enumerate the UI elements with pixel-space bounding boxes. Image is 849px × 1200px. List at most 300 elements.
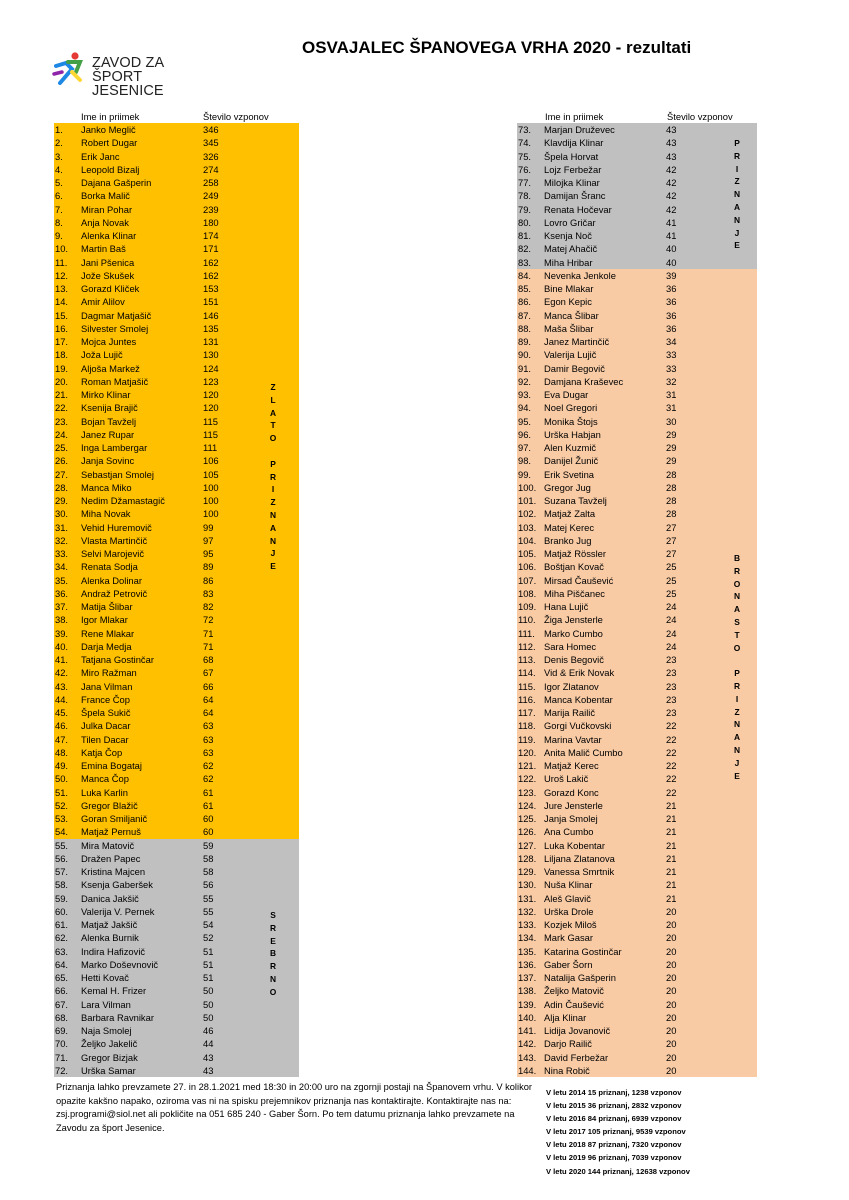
category-letter: Z	[734, 176, 740, 187]
result-name: Emina Bogataj	[81, 760, 142, 771]
result-rank: 116.	[518, 693, 536, 705]
result-count: 29	[666, 428, 677, 440]
result-rank: 70.	[55, 1038, 69, 1050]
category-letter: I	[271, 484, 275, 495]
category-letter: R	[733, 680, 741, 691]
result-count: 42	[666, 190, 677, 202]
result-rank: 2.	[55, 137, 63, 149]
category-letter: R	[733, 150, 741, 161]
result-row	[517, 799, 757, 812]
category-letter: P	[734, 138, 740, 148]
result-name: France Čop	[81, 693, 130, 705]
category-letter: N	[269, 535, 277, 546]
result-rank: 142.	[518, 1038, 537, 1050]
category-letter: Z	[734, 706, 740, 717]
result-row	[54, 680, 299, 693]
result-name: Julka Dacar	[81, 720, 131, 732]
result-count: 274	[203, 163, 219, 175]
category-letter: J	[270, 548, 276, 559]
result-row	[54, 269, 299, 282]
category-label-priznanje-silver	[727, 137, 747, 252]
result-count: 67	[203, 667, 214, 679]
result-name: Indira Hafizovič	[81, 945, 146, 957]
result-row	[517, 931, 757, 944]
history-item: V letu 2015 36 priznanj, 2832 vzponov	[546, 1101, 682, 1111]
result-count: 40	[666, 256, 677, 268]
result-name: Adin Čaušević	[544, 998, 604, 1010]
result-count: 42	[666, 163, 677, 175]
result-count: 249	[203, 190, 219, 202]
result-name: David Ferbežar	[544, 1051, 609, 1063]
result-name: Janja Sovinc	[81, 455, 135, 467]
result-row	[54, 878, 299, 891]
result-row	[517, 945, 757, 958]
result-rank: 76.	[518, 163, 532, 175]
result-count: 151	[203, 296, 219, 308]
result-rank: 85.	[518, 283, 532, 294]
result-count: 23	[666, 654, 677, 665]
history-item: V letu 2017 105 priznanj, 9539 vzponov	[546, 1127, 686, 1137]
result-rank: 17.	[55, 336, 69, 347]
result-count: 24	[666, 601, 677, 612]
result-rank: 91.	[518, 362, 532, 374]
result-rank: 53.	[55, 813, 69, 824]
result-count: 20	[666, 945, 677, 957]
result-row	[517, 123, 757, 136]
result-name: Vehid Huremovič	[81, 521, 152, 533]
category-letter: A	[733, 604, 741, 615]
result-row	[517, 680, 757, 693]
category-letter: A	[269, 522, 277, 533]
result-count: 111	[203, 442, 218, 453]
result-row	[54, 706, 299, 719]
result-name: Damijan Šranc	[544, 190, 606, 202]
result-row	[517, 984, 757, 997]
result-count: 20	[666, 1051, 677, 1063]
result-rank: 96.	[518, 428, 532, 440]
result-count: 28	[666, 481, 677, 493]
result-name: Dražen Papec	[81, 852, 141, 864]
result-rank: 112.	[518, 640, 536, 652]
result-row	[517, 521, 757, 534]
result-row	[54, 839, 299, 852]
result-row	[517, 163, 757, 176]
result-name: Luka Karlin	[81, 786, 128, 798]
category-letter: O	[269, 433, 277, 444]
result-rank: 40.	[55, 640, 69, 652]
result-row	[517, 176, 757, 189]
category-letter: S	[270, 910, 276, 920]
result-count: 58	[203, 866, 214, 877]
result-count: 54	[203, 919, 214, 930]
result-count: 146	[203, 309, 219, 321]
result-rank: 129.	[518, 866, 537, 877]
result-rank: 32.	[55, 534, 69, 546]
result-row	[54, 136, 299, 149]
result-count: 23	[666, 693, 677, 705]
result-rank: 105.	[518, 548, 537, 559]
result-row	[517, 189, 757, 202]
result-row	[517, 229, 757, 242]
result-rank: 111.	[518, 627, 535, 639]
result-row	[54, 772, 299, 785]
category-letter: L	[270, 394, 276, 405]
result-count: 59	[203, 839, 214, 851]
result-name: Matija Šlibar	[81, 601, 133, 612]
category-letter: R	[733, 565, 741, 576]
result-count: 22	[666, 786, 677, 798]
result-name: Natalija Gašperin	[544, 972, 616, 983]
result-count: 89	[203, 561, 214, 573]
result-rank: 103.	[518, 521, 537, 533]
result-row	[54, 733, 299, 746]
result-name: Matjaž Pernuš	[81, 826, 141, 838]
result-rank: 134.	[518, 932, 537, 944]
result-count: 25	[666, 587, 677, 599]
result-name: Nevenka Jenkole	[544, 269, 616, 281]
result-name: Rene Mlakar	[81, 627, 135, 639]
category-letter: E	[734, 770, 740, 781]
result-rank: 38.	[55, 614, 69, 626]
result-count: 72	[203, 614, 214, 626]
result-count: 28	[666, 495, 677, 506]
result-name: Martin Baš	[81, 243, 126, 255]
result-row	[517, 852, 757, 865]
result-count: 24	[666, 627, 677, 639]
result-row	[517, 481, 757, 494]
result-row	[517, 733, 757, 746]
result-count: 61	[203, 786, 214, 798]
result-rank: 52.	[55, 799, 69, 811]
result-rank: 5.	[55, 177, 63, 188]
result-row	[517, 865, 757, 878]
result-rank: 50.	[55, 773, 69, 785]
result-rank: 100.	[518, 481, 537, 493]
category-letter	[263, 445, 283, 458]
result-name: Dajana Gašperin	[81, 177, 152, 188]
result-row	[54, 203, 299, 216]
category-letter: N	[269, 973, 277, 984]
result-name: Maša Šlibar	[544, 322, 594, 334]
result-count: 21	[666, 839, 677, 851]
result-rank: 43.	[55, 680, 69, 692]
result-count: 27	[666, 521, 677, 533]
result-name: Ana Cumbo	[544, 826, 594, 838]
result-name: Vlasta Martinčič	[81, 534, 148, 546]
result-count: 50	[203, 985, 214, 997]
result-count: 43	[666, 150, 677, 162]
result-name: Manca Čop	[81, 773, 129, 785]
result-count: 21	[666, 892, 677, 904]
result-count: 63	[203, 746, 214, 758]
result-count: 33	[666, 349, 677, 361]
category-letter: A	[733, 732, 741, 743]
history-item: V letu 2016 84 priznanj, 6939 vzponov	[546, 1114, 682, 1124]
result-count: 97	[203, 534, 214, 546]
result-count: 99	[203, 521, 214, 533]
result-rank: 63.	[55, 945, 69, 957]
result-name: Marko Cumbo	[544, 627, 603, 639]
result-row	[54, 759, 299, 772]
result-row	[517, 812, 757, 825]
result-row	[517, 587, 757, 600]
result-count: 71	[203, 640, 214, 652]
result-row	[517, 534, 757, 547]
result-name: Valerija Lujič	[544, 349, 597, 361]
result-row	[54, 229, 299, 242]
result-count: 64	[203, 707, 214, 718]
result-rank: 47.	[55, 733, 69, 745]
result-row	[517, 547, 757, 560]
result-row	[54, 362, 299, 375]
result-rank: 6.	[55, 190, 63, 202]
result-row	[517, 839, 757, 852]
result-count: 21	[666, 826, 677, 838]
result-rank: 27.	[55, 468, 69, 480]
result-row	[54, 242, 299, 255]
result-row	[54, 666, 299, 679]
result-count: 63	[203, 733, 214, 745]
category-letter: N	[733, 744, 741, 755]
result-name: Vanessa Smrtnik	[544, 866, 615, 877]
category-letter: B	[269, 948, 277, 959]
result-rank: 22.	[55, 402, 69, 414]
result-count: 27	[666, 534, 677, 546]
result-row	[517, 203, 757, 216]
result-count: 31	[666, 402, 677, 414]
result-name: Inga Lambergar	[81, 442, 148, 453]
result-name: Tatjana Gostinčar	[81, 654, 154, 665]
result-rank: 130.	[518, 879, 537, 891]
result-count: 36	[666, 283, 677, 294]
result-rank: 136.	[518, 958, 537, 970]
result-row	[517, 269, 757, 282]
result-name: Noel Gregori	[544, 402, 598, 414]
history-item: V letu 2019 96 priznanj, 7039 vzponov	[546, 1153, 682, 1163]
result-row	[517, 878, 757, 891]
result-name: Valerija V. Pernek	[81, 905, 155, 917]
result-rank: 60.	[55, 905, 69, 917]
logo-figure-icon	[52, 50, 88, 86]
result-rank: 83.	[518, 256, 532, 268]
result-name: Matjaž Kerec	[544, 760, 599, 771]
result-row	[517, 454, 757, 467]
result-count: 58	[203, 852, 214, 864]
result-count: 29	[666, 442, 677, 453]
result-rank: 92.	[518, 375, 532, 387]
result-count: 21	[666, 866, 677, 877]
result-row	[517, 494, 757, 507]
result-row	[54, 998, 299, 1011]
result-name: Matjaž Rössler	[544, 548, 606, 559]
result-name: Danijel Žunič	[544, 455, 599, 467]
result-name: Lidija Jovanovič	[544, 1025, 611, 1036]
result-name: Gregor Bizjak	[81, 1051, 138, 1063]
category-letter	[727, 654, 747, 667]
result-row	[54, 587, 299, 600]
result-rank: 104.	[518, 534, 537, 546]
result-name: Žiga Jensterle	[544, 614, 603, 626]
result-rank: 55.	[55, 839, 69, 851]
result-count: 61	[203, 799, 214, 811]
result-name: Igor Mlakar	[81, 614, 128, 626]
result-name: Nedim Džamastagič	[81, 495, 165, 506]
result-rank: 14.	[55, 296, 69, 308]
col-header-count-left: Število vzponov	[203, 111, 269, 122]
result-count: 43	[203, 1051, 214, 1063]
result-rank: 71.	[55, 1051, 69, 1063]
result-row	[54, 123, 299, 136]
result-rank: 45.	[55, 707, 69, 718]
result-count: 105	[203, 468, 219, 480]
result-count: 39	[666, 269, 677, 281]
result-count: 46	[203, 1025, 214, 1036]
result-rank: 48.	[55, 746, 69, 758]
result-count: 22	[666, 746, 677, 758]
result-rank: 72.	[55, 1064, 69, 1076]
result-row	[54, 216, 299, 229]
result-row	[517, 998, 757, 1011]
result-row	[517, 706, 757, 719]
result-name: Ksenija Brajič	[81, 402, 138, 414]
result-name: Manca Šlibar	[544, 309, 599, 321]
result-row	[517, 640, 757, 653]
result-name: Urška Habjan	[544, 428, 601, 440]
result-name: Egon Kepic	[544, 296, 592, 308]
result-count: 326	[203, 150, 219, 162]
result-rank: 144.	[518, 1064, 537, 1076]
result-name: Klavdija Klinar	[544, 137, 604, 149]
result-count: 28	[666, 468, 677, 480]
col-header-count-right: Število vzponov	[667, 111, 733, 122]
result-count: 60	[203, 826, 214, 838]
category-letter: A	[269, 407, 277, 418]
result-rank: 113.	[518, 654, 536, 665]
result-rank: 79.	[518, 203, 532, 215]
result-rank: 21.	[55, 389, 69, 400]
result-name: Marko Doševnovič	[81, 958, 159, 970]
result-rank: 102.	[518, 508, 537, 520]
result-row	[517, 282, 757, 295]
result-rank: 73.	[518, 124, 532, 135]
result-count: 23	[666, 707, 677, 718]
result-count: 56	[203, 879, 214, 891]
result-count: 115	[203, 428, 218, 440]
history-item: V letu 2020 144 priznanj, 12638 vzponov	[546, 1166, 690, 1176]
result-name: Darjo Railič	[544, 1038, 592, 1050]
result-row	[517, 415, 757, 428]
history-item: V letu 2018 87 priznanj, 7320 vzponov	[546, 1140, 682, 1150]
result-name: Kozjek Miloš	[544, 919, 597, 930]
logo-text-line1: ZAVOD ZA ŠPORT	[92, 55, 164, 85]
result-name: Mira Matovič	[81, 839, 135, 851]
result-name: Miran Pohar	[81, 203, 133, 215]
result-rank: 115.	[518, 680, 536, 692]
result-count: 29	[666, 455, 677, 467]
result-count: 43	[666, 137, 677, 149]
category-letter: J	[734, 757, 740, 768]
result-rank: 3.	[55, 150, 63, 162]
result-name: Barbara Ravnikar	[81, 1011, 154, 1023]
result-rank: 4.	[55, 163, 63, 175]
result-name: Špela Sukič	[81, 707, 131, 718]
result-name: Matjaž Zalta	[544, 508, 596, 520]
result-count: 162	[203, 269, 219, 281]
result-name: Milojka Klinar	[544, 177, 600, 188]
result-count: 51	[203, 958, 214, 970]
result-rank: 138.	[518, 985, 537, 997]
result-count: 36	[666, 296, 677, 308]
category-letter: R	[269, 961, 277, 972]
result-row	[54, 1064, 299, 1077]
result-rank: 24.	[55, 428, 69, 440]
result-count: 130	[203, 349, 219, 361]
result-name: Robert Dugar	[81, 137, 138, 149]
result-row	[517, 441, 757, 454]
result-name: Renata Hočevar	[544, 203, 612, 215]
result-row	[517, 401, 757, 414]
result-rank: 108.	[518, 587, 537, 599]
result-name: Nuša Klinar	[544, 879, 593, 891]
result-row	[517, 772, 757, 785]
result-rank: 68.	[55, 1011, 69, 1023]
result-row	[517, 468, 757, 481]
result-rank: 87.	[518, 309, 532, 321]
result-name: Bine Mlakar	[544, 283, 594, 294]
category-letter: R	[269, 922, 277, 933]
result-row	[517, 242, 757, 255]
result-row	[54, 600, 299, 613]
result-name: Miha Piščanec	[544, 587, 605, 599]
result-count: 36	[666, 309, 677, 321]
result-row	[517, 825, 757, 838]
result-rank: 33.	[55, 548, 69, 559]
result-name: Marjan Druževec	[544, 124, 615, 135]
result-row	[54, 163, 299, 176]
result-row	[517, 971, 757, 984]
result-count: 20	[666, 985, 677, 997]
result-name: Tilen Dacar	[81, 733, 129, 745]
result-row	[517, 693, 757, 706]
result-row	[54, 746, 299, 759]
result-row	[517, 600, 757, 613]
result-row	[54, 653, 299, 666]
category-letter: Z	[270, 382, 276, 392]
result-count: 258	[203, 177, 219, 188]
result-name: Dagmar Matjašič	[81, 309, 152, 321]
result-row	[54, 574, 299, 587]
result-rank: 126.	[518, 826, 537, 838]
category-letter: E	[270, 561, 276, 572]
result-count: 82	[203, 601, 214, 612]
result-count: 60	[203, 813, 214, 824]
result-count: 20	[666, 1064, 677, 1076]
result-rank: 51.	[55, 786, 69, 798]
result-rank: 90.	[518, 349, 532, 361]
result-count: 83	[203, 587, 214, 599]
result-rank: 107.	[518, 574, 537, 586]
result-row	[517, 719, 757, 732]
result-row	[517, 216, 757, 229]
result-name: Matej Ahačič	[544, 243, 598, 255]
result-row	[517, 150, 757, 163]
result-name: Katja Čop	[81, 746, 123, 758]
result-rank: 117.	[518, 707, 536, 718]
result-rank: 127.	[518, 839, 537, 851]
result-count: 123	[203, 375, 219, 387]
result-rank: 121.	[518, 760, 537, 771]
result-name: Alenka Dolinar	[81, 574, 142, 586]
